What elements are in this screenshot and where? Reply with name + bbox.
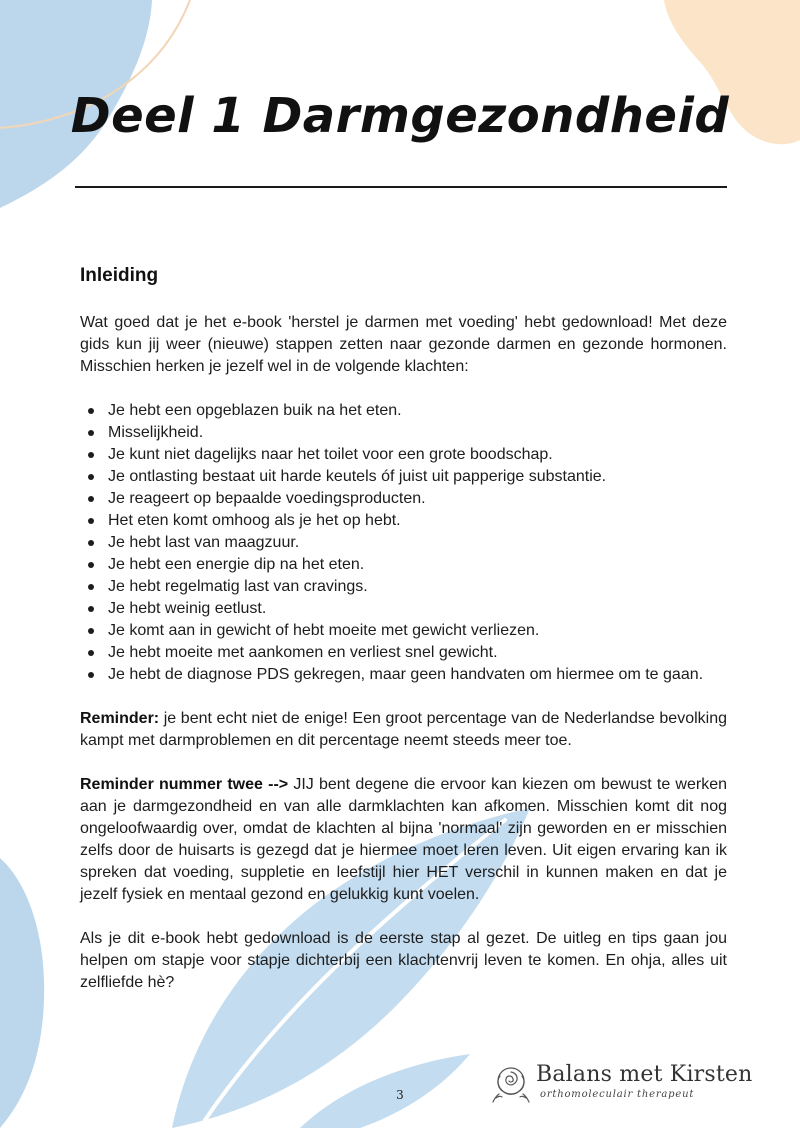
reminder-two-paragraph — [80, 774, 727, 906]
page-title: Deel 1 Darmgezondheid — [70, 88, 730, 144]
list-item: Je komt aan in gewicht of hebt moeite met gewicht verliezen. — [108, 620, 727, 642]
list-item: Je hebt de diagnose PDS gekregen, maar geen handvaten om hiermee om te gaan. — [108, 664, 727, 686]
list-item: Je hebt last van maagzuur. — [108, 532, 727, 554]
list-item: Je ontlasting bestaat uit harde keutels óf juist uit papperige substantie. — [108, 466, 727, 488]
list-item: Je hebt een energie dip na het eten. — [108, 554, 727, 576]
list-item: Je reageert op bepaalde voedingsproducten. — [108, 488, 727, 510]
main-content — [80, 262, 727, 1016]
list-item: Je hebt moeite met aankomen en verliest snel gewicht. — [108, 642, 727, 664]
closing-paragraph: Als je dit e-book hebt gedownload is de eerste stap al gezet. De uitleg en tips gaan jou helpen om stapje voor stapje dichterbij een klachtenvrij leven te komen. En ohja, alles uit zelfliefde hè? — [80, 930, 727, 991]
list-item: Het eten komt omhoog als je het op hebt. — [108, 510, 727, 532]
list-item: Je hebt weinig eetlust. — [108, 598, 727, 620]
brand-tagline: orthomoleculair therapeut — [540, 1089, 695, 1100]
reminder-two-label: Reminder nummer twee --> — [80, 776, 289, 793]
reminder-label: Reminder: — [80, 710, 160, 727]
reminder-two-text: JIJ bent degene die ervoor kan kiezen om bewust te werken aan je darmgezondheid en van alle darmklachten kan afkomen. Misschien komt dit nog ongeloofwaardig over, omdat de klachten al bijna 'normaal' zijn geworden en er misschien zelfs door de huisarts is gezegd dat je hiermee moet leren leven. Uit eigen ervaring kan ik spreken dat voeding, suppletie en leefstijl hier HET verschil in kunnen maken en dat je jezelf fysiek en mentaal gezond en gelukkig kunt voelen. — [80, 776, 728, 903]
list-item: Je kunt niet dagelijks naar het toilet voor een grote boodschap. — [108, 444, 727, 466]
intro-paragraph: Wat goed dat je het e-book 'herstel je darmen met voeding' hebt gedownload! Met deze gids kun jij weer (nieuwe) stappen zetten naar gezonde darmen en gezonde hormonen. Misschien herken je jezelf wel in de volgende klachten: — [80, 314, 727, 375]
brand-logo — [490, 1060, 753, 1108]
rose-icon — [490, 1062, 532, 1104]
list-item: Je hebt regelmatig last van cravings. — [108, 576, 727, 598]
complaints-list — [80, 400, 727, 686]
blue-leaf-left — [0, 858, 44, 1128]
list-item: Misselijkheid. — [108, 422, 727, 444]
section-heading: Inleiding — [80, 265, 159, 286]
brand-name: Balans met Kirsten — [536, 1062, 753, 1087]
reminder-paragraph — [80, 708, 727, 752]
reminder-text: je bent echt niet de enige! Een groot percentage van de Nederlandse bevolking kampt met darmproblemen en dit percentage neemt steeds meer toe. — [80, 710, 727, 749]
page-number: 3 — [396, 1088, 404, 1102]
list-item: Je hebt een opgeblazen buik na het eten. — [108, 400, 727, 422]
title-divider — [75, 186, 727, 188]
